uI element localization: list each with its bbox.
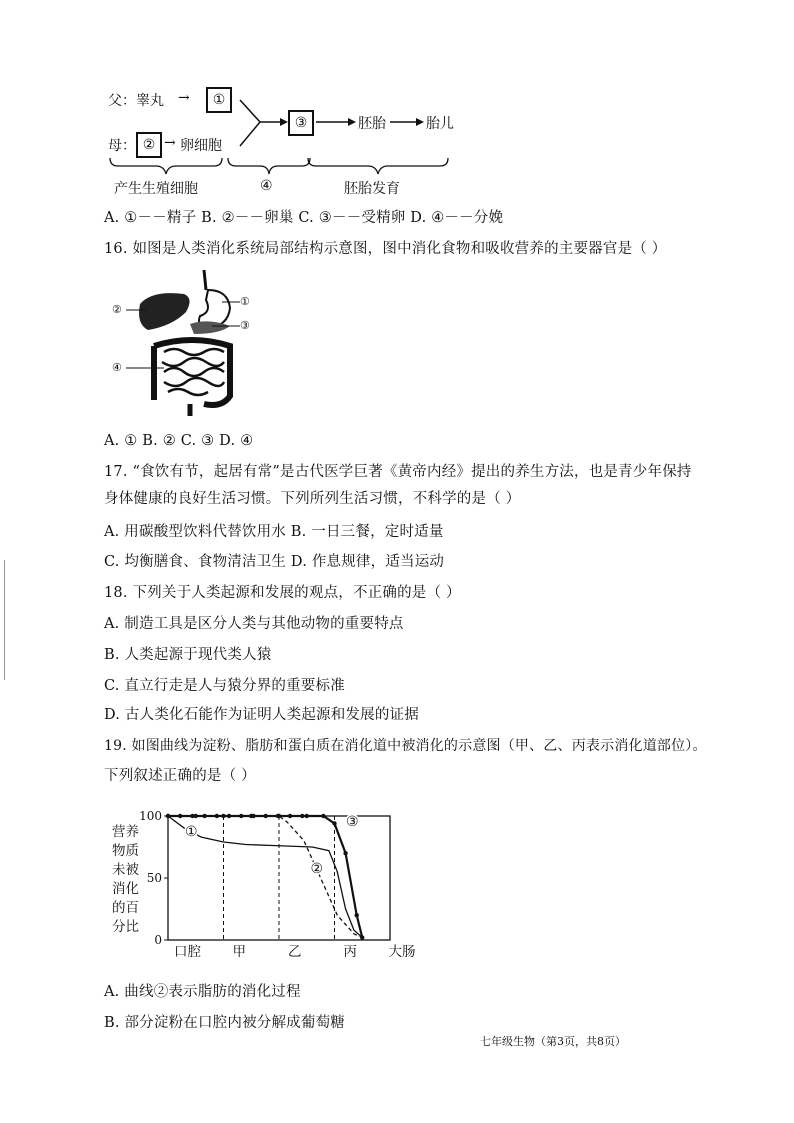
curve-3-point [202,814,206,818]
y-tick-label: 100 [139,809,162,823]
y-tick-label: 0 [154,933,162,947]
y-axis-label: 未被 [112,862,139,878]
q18-stem: 18. 下列关于人类起源和发展的观点，不正确的是（ ） [104,585,461,601]
q19-option-b: B. 部分淀粉在口腔内被分解成葡萄糖 [104,1015,345,1031]
curve-3-point [239,814,243,818]
y-axis-label: 的百 [112,900,139,916]
curve-3-point [305,814,309,818]
x-category-label: 丙 [343,944,357,960]
y-axis-label: 营养 [112,824,139,840]
curve-3-point [263,814,267,818]
curve-3-point [166,814,170,818]
q19-stem-line1: 19. 如图曲线为淀粉、脂肪和蛋白质在消化道中被消化的示意图（甲、乙、丙表示消化道部位）。 [104,738,707,754]
q16-stem: 16. 如图是人类消化系统局部结构示意图，图中消化食物和吸收营养的主要器官是（ ） [104,241,667,257]
q16-options: A. ① B. ② C. ③ D. ④ [104,433,254,449]
curve-3-point [251,814,255,818]
organ-label-2: ② [112,303,123,316]
digestion-curve-chart [100,800,420,965]
curve-3-point [343,851,347,855]
q15-options: A. ①－－精子 B. ②－－卵巢 C. ③－－受精卵 D. ④－－分娩 [104,210,504,226]
q18-option-a: A. 制造工具是区分人类与其他动物的重要特点 [104,616,404,632]
box-1: ① [206,87,232,113]
q19-stem-line2: 下列叙述正确的是（ ） [104,768,256,784]
curve-3-point [321,814,325,818]
curve-3-point [332,821,336,825]
stage-label-4: ④ [260,178,273,194]
organ-label-4: ④ [112,361,123,374]
q18-option-c: C. 直立行走是人与猿分界的重要标准 [104,678,345,694]
embryo-label: 胚胎 [358,116,386,132]
page-footer: 七年级生物（第3页，共8页） [480,1035,626,1048]
curve-3-point [360,935,364,939]
curve-3-point [215,814,219,818]
curve-3-point [190,814,194,818]
q17-stem-line1: 17. “食饮有节，起居有常”是古代医学巨著《黄帝内经》提出的养生方法，也是青少年保持 [104,464,692,480]
curve-3-point [221,814,225,818]
q17-options-cd: C. 均衡膳食、食物清洁卫生 D. 作息规律，适当运动 [104,554,445,570]
y-axis-label: 分比 [112,919,139,935]
curve-3-point [300,814,304,818]
x-category-label: 甲 [232,944,246,960]
curve-3-point [178,814,182,818]
x-category-label: 乙 [288,944,302,960]
series-label: ③ [345,813,359,830]
father-label: 父：睾丸 [108,93,164,109]
arrow-icon: → [178,90,190,106]
curve-3-point [227,814,231,818]
egg-label: 卵细胞 [180,138,222,154]
stage-label-embryo-development: 胚胎发育 [344,181,400,197]
curve-3-point [355,913,359,917]
y-tick-label: 50 [146,871,162,885]
stage-label-reproductive-cells: 产生生殖细胞 [114,181,198,197]
q17-stem-line2: 身体健康的良好生活习惯。下列所列生活习惯，不科学的是（ ） [104,491,521,507]
y-axis-label: 消化 [112,881,139,897]
scan-edge-mark [4,560,5,680]
box-2: ② [136,132,162,158]
curve-3-point [288,814,292,818]
q18-option-d: D. 古人类化石能作为证明人类起源和发展的证据 [104,707,419,723]
box-3: ③ [288,110,314,136]
q17-options-ab: A. 用碳酸型饮料代替饮用水 B. 一日三餐，定时适量 [104,524,444,540]
fetus-label: 胎儿 [426,116,454,132]
series-label: ① [185,823,198,840]
curve-3-point [276,814,280,818]
reproduction-flow-diagram [100,82,480,202]
y-axis-label: 物质 [112,843,139,859]
mother-label: 母： [108,138,136,154]
x-category-label: 口腔 [174,944,201,960]
x-category-label: 大肠 [388,944,416,960]
arrow-icon: → [164,135,176,151]
organ-label-3: ③ [240,319,251,332]
q18-option-b: B. 人类起源于现代类人猿 [104,647,272,663]
q19-option-a: A. 曲线②表示脂肪的消化过程 [104,984,301,1000]
digestive-system-figure [112,268,252,418]
series-label: ② [310,861,324,878]
organ-label-1: ① [240,295,251,308]
